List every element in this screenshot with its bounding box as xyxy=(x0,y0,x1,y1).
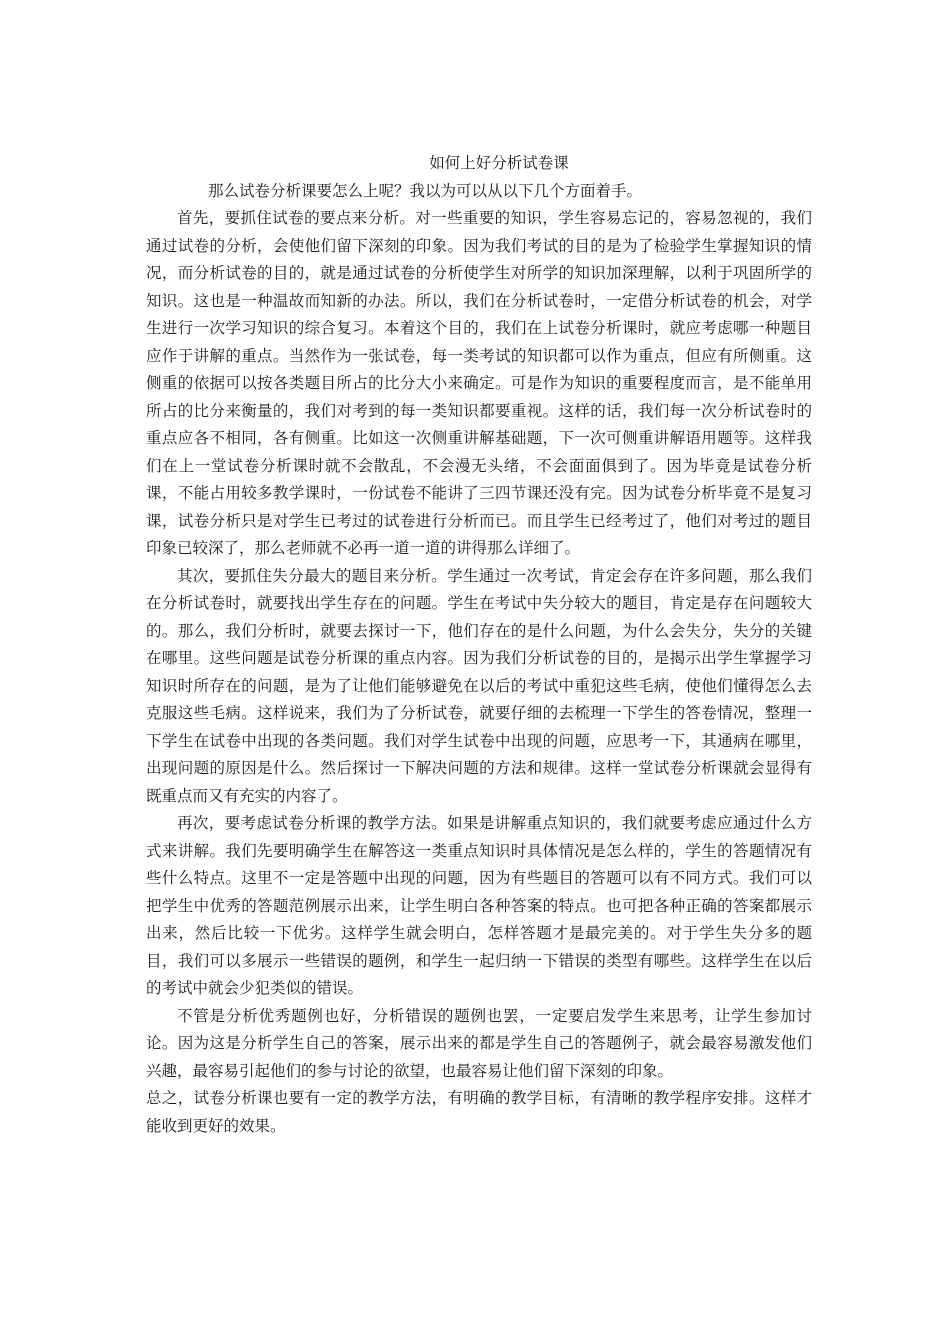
conclusion-paragraph: 总之，试卷分析课也要有一定的教学方法，有明确的教学目标，有清晰的教学程序安排。这样才能收到更好的效果。 xyxy=(146,1089,812,1135)
intro-paragraph: 那么试卷分析课要怎么上呢？我以为可以从以下几个方面着手。 xyxy=(208,181,643,200)
paragraph-first: 首先，要抓住试卷的要点来分析。对一些重要的知识，学生容易忘记的，容易忽视的，我们通过试卷的分析，会使他们留下深刻的印象。因为我们考试的目的是为了检验学生掌握知识的情况，而分析试卷的目的，就是通过试卷的分析使学生对所学的知识加深理解，以利于巩固所学的知识。这也是一种温故而知新的办法。所以，我们在分析试卷时，一定借分析试卷的机会，对学生进行一次学习知识的综合复习。本着这个目的，我们在上试卷分析课时，就应考虑哪一种题目应作于讲解的重点。当然作为一张试卷，每一类考试的知识都可以作为重点，但应有所侧重。这侧重的依据可以按各类题目所占的比分大小来确定。可是作为知识的重要程度而言，是不能单用所占的比分来衡量的，我们对考到的每一类知识都要重视。这样的话，我们每一次分析试卷时的重点应各不相同，各有侧重。比如这一次侧重讲解基础题，下一次可侧重讲解语用题等。这样我们在上一堂试卷分析课时就不会散乱，不会漫无头绪，不会面面俱到了。因为毕竟是试卷分析课，不能占用较多教学课时，一份试卷不能讲了三四节课还没有完。因为试卷分析毕竟不是复习课，试卷分析只是对学生已考过的试卷进行分析而已。而且学生已经考过了，他们对考过的题目印象已较深了，那么老师就不必再一道一道的讲得那么详细了。 xyxy=(146,209,812,557)
paragraph-fourth: 不管是分析优秀题例也好，分析错误的题例也罢，一定要启发学生来思考，让学生参加讨论。因为这是分析学生自己的答案，展示出来的都是学生自己的答题例子，就会最容易激发他们兴趣，最容易引起他们的参与讨论的欲望，也最容易让他们留下深刻的印象。 xyxy=(146,1006,812,1080)
paragraph-second: 其次，要抓住失分最大的题目来分析。学生通过一次考试，肯定会存在许多问题，那么我们在分析试卷时，就要找出学生存在的问题。学生在考试中失分较大的题目，肯定是存在问题较大的。那么，我们分析时，就要去探讨一下，他们存在的是什么问题，为什么会失分，失分的关键在哪里。这些问题是试卷分析课的重点内容。因为我们分析试卷的目的，是揭示出学生掌握学习知识时所存在的问题，是为了让他们能够避免在以后的考试中重犯这些毛病，使他们懂得怎么去克服这些毛病。这样说来，我们为了分析试卷，就要仔细的去梳理一下学生的答卷情况，整理一下学生在试卷中出现的各类问题。我们对学生试卷中出现的问题，应思考一下，其通病在哪里，出现问题的原因是什么。然后探讨一下解决问题的方法和规律。这样一堂试卷分析课就会显得有既重点而又有充实的内容了。 xyxy=(146,566,812,805)
document-title: 如何上好分析试卷课 xyxy=(429,154,569,172)
document-body xyxy=(146,150,812,1140)
paragraph-third: 再次，要考虑试卷分析课的教学方法。如果是讲解重点知识的，我们就要考虑应通过什么方式来讲解。我们先要明确学生在解答这一类重点知识时具体情况是怎么样的，学生的答题情况有些什么特点。这里不一定是答题中出现的问题，因为有些题目的答题可以有不同方式。我们可以把学生中优秀的答题范例展示出来，让学生明白各种答案的特点。也可把各种正确的答案都展示出来，然后比较一下优劣。这样学生就会明白，怎样答题才是最完美的。对于学生失分多的题目，我们可以多展示一些错误的题例，和学生一起归纳一下错误的类型有哪些。这样学生在以后的考试中就会少犯类似的错误。 xyxy=(146,814,812,997)
